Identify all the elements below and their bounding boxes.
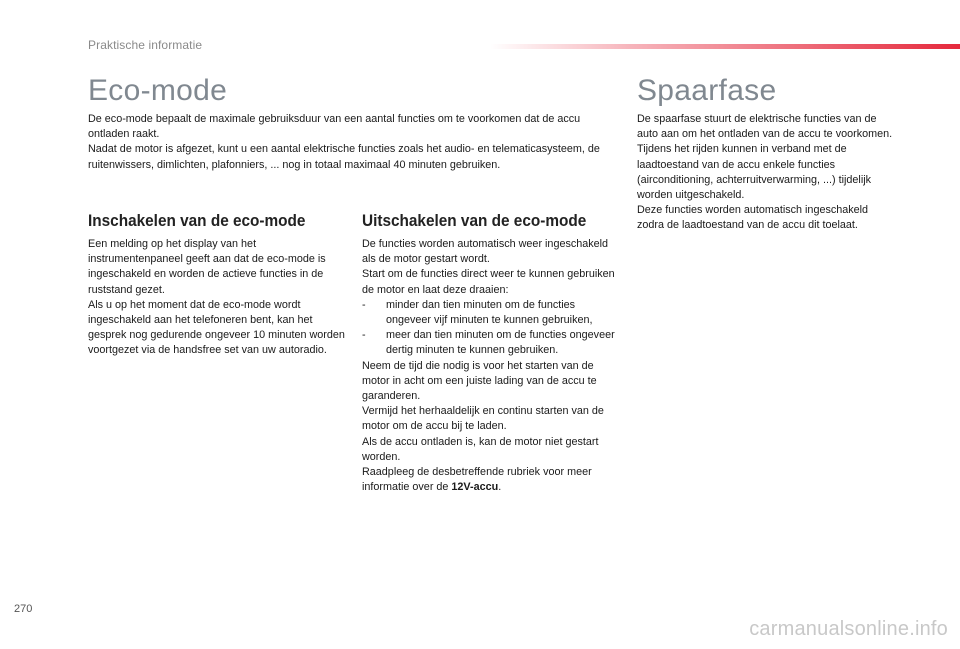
uitschakelen-p6	[362, 465, 620, 495]
dash-bullet: -	[362, 329, 366, 342]
spaarfase-p3: Deze functies worden automatisch ingeschakeld zodra de laadtoestand van de accu dit toelaat.	[637, 204, 869, 232]
inschakelen-text	[88, 237, 346, 359]
page-number: 270	[14, 603, 33, 615]
list-item-text: minder dan tien minuten om de functies ongeveer vijf minuten te kunnen gebruiken,	[386, 298, 593, 327]
eco-mode-intro-p2: Nadat de motor is afgezet, kunt u een aantal elektrische functies zoals het audio- en telematicasysteem, de ruitenwissers, dimlichten, plafonniers, ... nog in totaal maximaal 40 minuten gebruiken.	[88, 143, 600, 171]
inschakelen-title: Inschakelen van de eco-mode	[88, 212, 306, 230]
watermark-text: carmanualsonline.info	[749, 618, 948, 640]
header-accent-bar	[490, 44, 960, 49]
eco-mode-intro	[88, 112, 618, 173]
uitschakelen-p5: Als de accu ontladen is, kan de motor niet gestart worden.	[362, 435, 599, 463]
uitschakelen-text	[362, 237, 620, 495]
section-label: Praktische informatie	[88, 38, 203, 52]
dash-bullet: -	[362, 298, 366, 311]
inschakelen-p1: Een melding op het display van het instrumentenpaneel geeft aan dat de eco-mode is ingeschakeld en worden de actieve functies in de ruststand gezet.	[88, 238, 326, 296]
list-item	[362, 328, 620, 358]
uitschakelen-p3: Neem de tijd die nodig is voor het starten van de motor in acht om een juiste lading van de accu te garanderen.	[362, 359, 597, 403]
uitschakelen-p6-suffix: .	[498, 481, 502, 494]
eco-mode-title: Eco-mode	[88, 74, 228, 107]
uitschakelen-title: Uitschakelen van de eco-mode	[362, 212, 587, 230]
accu-reference-link[interactable]: 12V-accu	[451, 481, 499, 494]
inschakelen-p2: Als u op het moment dat de eco-mode wordt ingeschakeld aan het telefoneren bent, kan het gesprek nog gedurende ongeveer 10 minuten worden voortgezet via de handsfree set van uw autoradio.	[88, 298, 345, 357]
spaarfase-p2: Tijdens het rijden kunnen in verband met de laadtoestand van de accu enkele functies (airconditioning, achterruitverwarming, ...) tijdelijk worden uitgeschakeld.	[637, 143, 872, 202]
spaarfase-p1: De spaarfase stuurt de elektrische functies van de auto aan om het ontladen van de accu te voorkomen.	[637, 113, 893, 141]
list-item-text: meer dan tien minuten om de functies ongeveer dertig minuten te kunnen gebruiken.	[386, 329, 615, 357]
spaarfase-title: Spaarfase	[637, 74, 777, 107]
uitschakelen-p4: Vermijd het herhaaldelijk en continu starten van de motor om de accu bij te laden.	[362, 405, 604, 433]
uitschakelen-p2: Start om de functies direct weer te kunnen gebruiken de motor en laat deze draaien:	[362, 268, 615, 296]
uitschakelen-p1: De functies worden automatisch weer ingeschakeld als de motor gestart wordt.	[362, 238, 609, 266]
spaarfase-text	[637, 112, 895, 234]
uitschakelen-p6-prefix: Raadpleeg de desbetreffende rubriek voor meer informatie over de	[362, 466, 592, 494]
eco-mode-intro-p1: De eco-mode bepaalt de maximale gebruiksduur van een aantal functies om te voorkomen dat de accu ontladen raakt.	[88, 113, 581, 141]
list-item	[362, 298, 620, 328]
